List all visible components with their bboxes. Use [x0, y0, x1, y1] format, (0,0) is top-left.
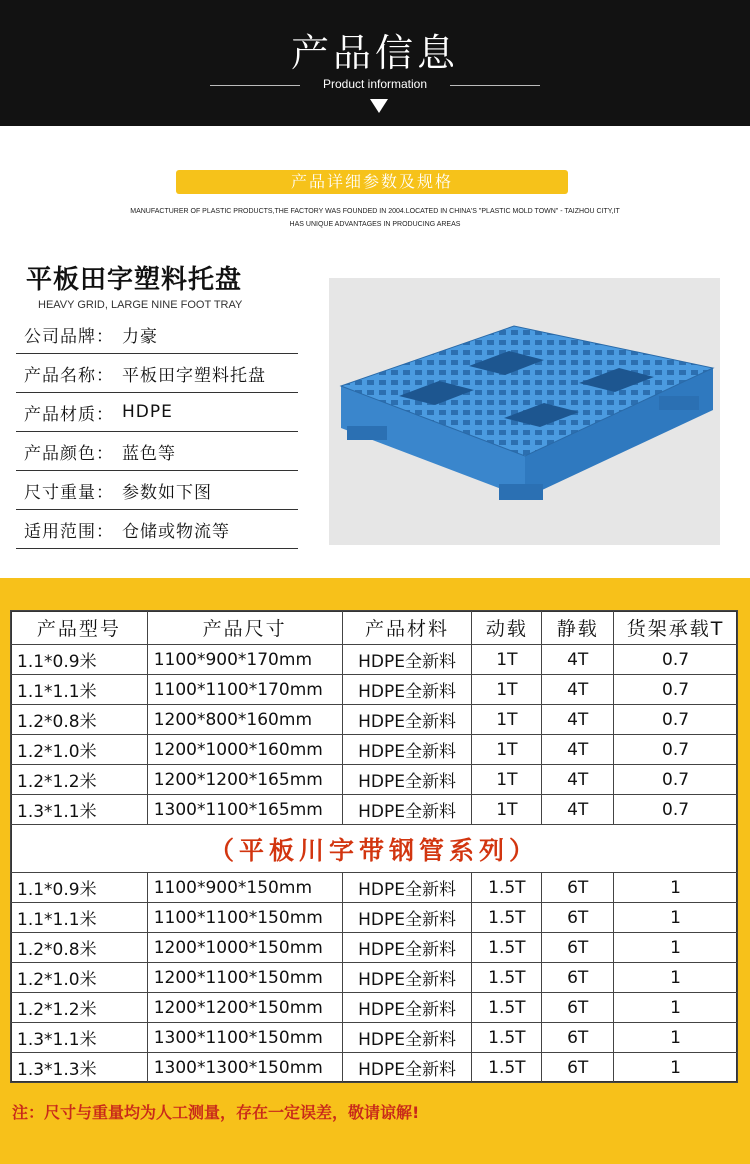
page-title: 产品信息: [290, 31, 459, 75]
spec-row-size-weight: [16, 471, 298, 510]
cell: 0.7: [614, 645, 738, 675]
cell: 1: [614, 1023, 738, 1053]
cell: HDPE全新料: [342, 933, 472, 963]
cell: 1200*1000*150mm: [147, 933, 342, 963]
manufacturer-note: [100, 205, 650, 231]
table-row: [11, 933, 738, 963]
cell: 1300*1100*165mm: [147, 795, 342, 825]
cell: 6T: [542, 903, 614, 933]
cell: HDPE全新料: [342, 963, 472, 993]
cell: 1.5T: [472, 963, 542, 993]
cell: HDPE全新料: [342, 993, 472, 1023]
cell: 6T: [542, 993, 614, 1023]
spec-row-brand: [16, 315, 298, 354]
cell: HDPE全新料: [342, 675, 472, 705]
cell: 1.2*0.8米: [11, 933, 148, 963]
spec-label: 适用范围：: [24, 521, 114, 542]
cell: 1: [614, 903, 738, 933]
spec-label: 产品材质：: [24, 404, 114, 425]
cell: 1: [614, 1053, 738, 1083]
cell: 4T: [542, 705, 614, 735]
cell: 4T: [542, 675, 614, 705]
table-row: [11, 1023, 738, 1053]
cell: 1.5T: [472, 993, 542, 1023]
cell: 1.1*1.1米: [11, 903, 148, 933]
cell: 0.7: [614, 795, 738, 825]
cell: 1.3*1.1米: [11, 795, 148, 825]
cell: HDPE全新料: [342, 873, 472, 903]
divider-right: [450, 85, 540, 86]
cell: 1.2*1.2米: [11, 765, 148, 795]
spec-value: 平板田字塑料托盘: [122, 365, 266, 386]
product-subtitle: HEAVY GRID, LARGE NINE FOOT TRAY: [38, 299, 243, 311]
cell: 1.5T: [472, 873, 542, 903]
table-row: [11, 963, 738, 993]
spec-row-color: [16, 432, 298, 471]
spec-row-name: [16, 354, 298, 393]
table-row: [11, 1053, 738, 1083]
spec-label: 产品名称：: [24, 365, 114, 386]
table-row: [11, 993, 738, 1023]
cell: 1: [614, 933, 738, 963]
product-title: 平板田字塑料托盘: [26, 265, 243, 295]
cell: 1T: [472, 705, 542, 735]
cell: 0.7: [614, 675, 738, 705]
cell: HDPE全新料: [342, 735, 472, 765]
cell: HDPE全新料: [342, 903, 472, 933]
cell: 1.1*0.9米: [11, 645, 148, 675]
cell: 1T: [472, 795, 542, 825]
cell: 0.7: [614, 705, 738, 735]
cell: 1: [614, 963, 738, 993]
cell: HDPE全新料: [342, 765, 472, 795]
cell: 6T: [542, 933, 614, 963]
cell: 6T: [542, 873, 614, 903]
cell: 1100*1100*170mm: [147, 675, 342, 705]
table-row: [11, 735, 738, 765]
th-dynamic-load: 动载: [472, 611, 542, 645]
cell: 1200*1200*150mm: [147, 993, 342, 1023]
cell: 1.2*1.0米: [11, 735, 148, 765]
cell: 4T: [542, 765, 614, 795]
cell: HDPE全新料: [342, 1053, 472, 1083]
cell: 1.1*0.9米: [11, 873, 148, 903]
cell: HDPE全新料: [342, 645, 472, 675]
cell: 0.7: [614, 735, 738, 765]
cell: 1.3*1.3米: [11, 1053, 148, 1083]
th-rack-load: 货架承载T: [614, 611, 738, 645]
product-image: [329, 278, 720, 545]
cell: 1T: [472, 735, 542, 765]
cell: 1.2*1.2米: [11, 993, 148, 1023]
cell: HDPE全新料: [342, 1023, 472, 1053]
table-row: [11, 765, 738, 795]
cell: 0.7: [614, 765, 738, 795]
cell: HDPE全新料: [342, 795, 472, 825]
cell: 1.2*1.0米: [11, 963, 148, 993]
cell: 1.5T: [472, 903, 542, 933]
cell: 1300*1100*150mm: [147, 1023, 342, 1053]
cell: 1: [614, 873, 738, 903]
series-title: （平板川字带钢管系列）: [11, 825, 738, 873]
cell: 6T: [542, 1023, 614, 1053]
spec-table: [10, 610, 738, 1083]
spec-value: 力豪: [122, 326, 158, 347]
cell: 1200*1100*150mm: [147, 963, 342, 993]
header-subtitle-wrap: [210, 77, 540, 95]
table-row: [11, 873, 738, 903]
series-title-row: [11, 825, 738, 873]
table-header-row: [11, 611, 738, 645]
cell: 1T: [472, 765, 542, 795]
spec-value: 蓝色等: [122, 443, 176, 464]
cell: 1.5T: [472, 933, 542, 963]
cell: 1200*800*160mm: [147, 705, 342, 735]
spec-label: 尺寸重量：: [24, 482, 114, 503]
spec-label: 产品颜色：: [24, 443, 114, 464]
product-spec-list: [16, 315, 298, 549]
cell: 1100*900*170mm: [147, 645, 342, 675]
cell: 4T: [542, 645, 614, 675]
spec-row-usage: [16, 510, 298, 549]
cell: 1.2*0.8米: [11, 705, 148, 735]
cell: 1300*1300*150mm: [147, 1053, 342, 1083]
cell: 1.1*1.1米: [11, 675, 148, 705]
cell: 1T: [472, 675, 542, 705]
cell: 1T: [472, 645, 542, 675]
footer-note: 注：尺寸与重量均为人工测量，存在一定误差，敬请谅解!: [12, 1103, 420, 1122]
cell: HDPE全新料: [342, 705, 472, 735]
spec-value: 参数如下图: [122, 482, 212, 503]
spec-label: 公司品牌：: [24, 326, 114, 347]
spec-value: HDPE: [122, 402, 173, 422]
cell: 1100*900*150mm: [147, 873, 342, 903]
pallet-illustration: [329, 278, 720, 545]
table-row: [11, 645, 738, 675]
cell: 4T: [542, 795, 614, 825]
header-subtitle: Product information: [322, 77, 428, 91]
spec-value: 仓储或物流等: [122, 521, 230, 542]
cell: 4T: [542, 735, 614, 765]
th-material: 产品材料: [342, 611, 472, 645]
manufacturer-note-line1: MANUFACTURER OF PLASTIC PRODUCTS,THE FACTORY WAS FOUNDED IN 2004.LOCATED IN CHINA'S "PLASTIC MOLD TOWN" - TAIZHOU CITY,IT: [130, 208, 620, 215]
cell: 1200*1200*165mm: [147, 765, 342, 795]
cell: 1: [614, 993, 738, 1023]
table-row: [11, 675, 738, 705]
spec-row-material: [16, 393, 298, 432]
table-row: [11, 903, 738, 933]
down-arrow-icon: [370, 99, 388, 113]
th-model: 产品型号: [11, 611, 148, 645]
cell: 1.5T: [472, 1053, 542, 1083]
manufacturer-note-line2: HAS UNIQUE ADVANTAGES IN PRODUCING AREAS: [289, 221, 461, 228]
cell: 6T: [542, 1053, 614, 1083]
cell: 1.5T: [472, 1023, 542, 1053]
th-size: 产品尺寸: [147, 611, 342, 645]
cell: 1.3*1.1米: [11, 1023, 148, 1053]
cell: 1100*1100*150mm: [147, 903, 342, 933]
cell: 6T: [542, 963, 614, 993]
cell: 1200*1000*160mm: [147, 735, 342, 765]
spec-banner: 产品详细参数及规格: [176, 170, 568, 194]
table-row: [11, 705, 738, 735]
table-row: [11, 795, 738, 825]
th-static-load: 静载: [542, 611, 614, 645]
